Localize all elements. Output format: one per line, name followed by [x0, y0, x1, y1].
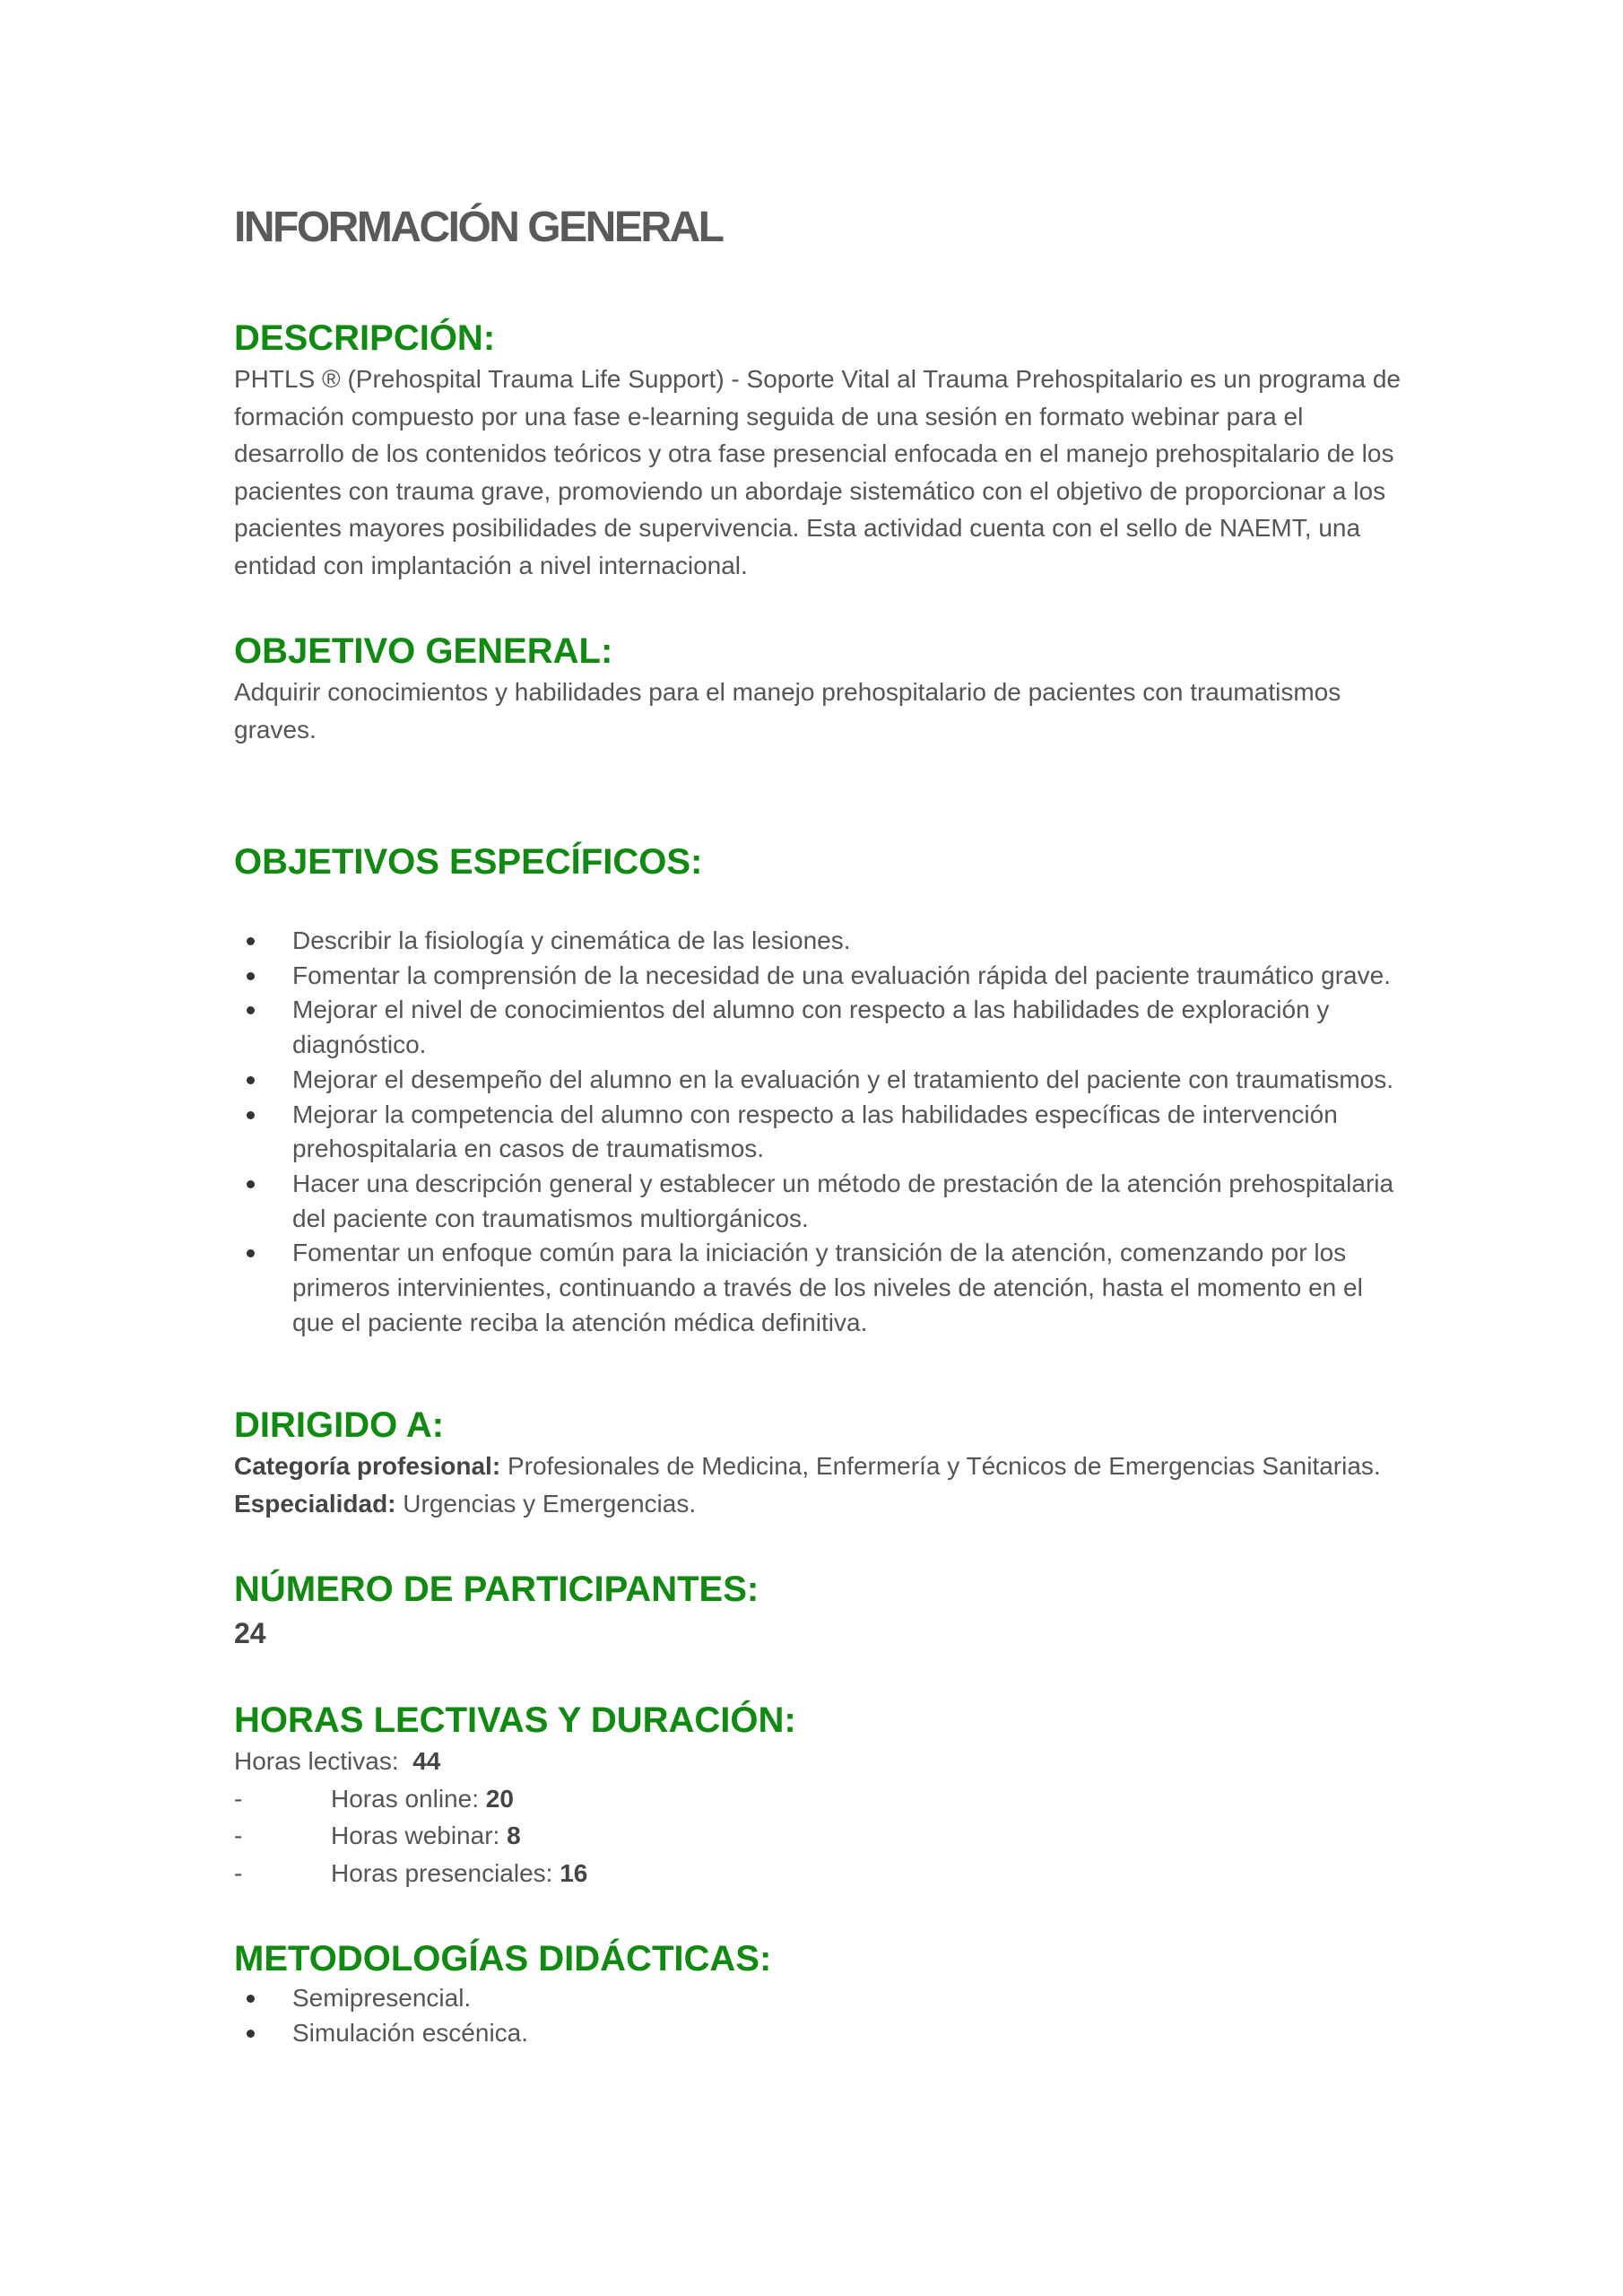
categoria-line [234, 1448, 1409, 1485]
categoria-label: Categoría profesional: [234, 1452, 501, 1481]
horas-webinar-line [234, 1817, 1409, 1855]
list-item [234, 1063, 1409, 1098]
horas-webinar-label: Horas webinar: [331, 1822, 508, 1850]
horas-lectivas-line [234, 1743, 1409, 1780]
document-content [234, 196, 1409, 2051]
participantes-value: 24 [234, 1617, 266, 1650]
bullet-icon [247, 937, 255, 945]
list-item-text: Hacer una descripción general y establecer un método de prestación de la atención prehospitalaria del paciente con traumatismos multiorgánicos. [292, 1169, 1394, 1232]
bullet-icon [247, 2030, 255, 2038]
especialidad-value: Urgencias y Emergencias. [395, 1489, 697, 1518]
section-participantes [234, 1567, 1409, 1655]
dash-marker: - [234, 1858, 243, 1887]
list-item-text: Describir la fisiología y cinemática de las lesiones. [292, 926, 851, 954]
especialidad-label: Especialidad: [234, 1489, 396, 1518]
dirigido-heading: DIRIGIDO A: [234, 1405, 445, 1446]
list-item [234, 2016, 1409, 2051]
list-item [234, 993, 1409, 1062]
objetivos-especificos-heading: OBJETIVOS ESPECÍFICOS: [234, 842, 703, 882]
horas-online-label: Horas online: [331, 1784, 486, 1813]
horas-presenciales-value: 16 [560, 1858, 588, 1887]
bullet-icon [247, 1111, 255, 1119]
horas-heading: HORAS LECTIVAS Y DURACIÓN: [234, 1700, 796, 1741]
objetivo-general-text: Adquirir conocimientos y habilidades para el manejo prehospitalario de pacientes con traumatismos graves. [234, 678, 1341, 744]
dash-marker: - [234, 1784, 243, 1813]
objetivo-general-heading: OBJETIVO GENERAL: [234, 631, 613, 671]
section-horas [234, 1698, 1409, 1892]
horas-webinar-value: 8 [507, 1822, 521, 1850]
list-item [234, 924, 1409, 959]
list-item-text: Semipresencial. [292, 1984, 472, 2013]
list-item-text: Mejorar el desempeño del alumno en la evaluación y el tratamiento del paciente con traumatismos. [292, 1065, 1394, 1093]
objetivos-especificos-list [234, 924, 1409, 1340]
horas-presenciales-line [234, 1855, 1409, 1892]
list-item [234, 1167, 1409, 1236]
descripcion-heading: DESCRIPCIÓN: [234, 318, 496, 358]
section-dirigido [234, 1403, 1409, 1522]
participantes-heading: NÚMERO DE PARTICIPANTES: [234, 1570, 759, 1610]
horas-online-value: 20 [485, 1784, 514, 1813]
bullet-icon [247, 972, 255, 980]
bullet-icon [247, 1995, 255, 2003]
section-objetivos-especificos [234, 839, 1409, 1340]
bullet-icon [247, 1076, 255, 1084]
list-item [234, 1236, 1409, 1340]
horas-presenciales-label: Horas presenciales: [331, 1858, 560, 1887]
list-item [234, 1098, 1409, 1167]
categoria-value: Profesionales de Medicina, Enfermería y Técnicos de Emergencias Sanitarias. [500, 1452, 1381, 1481]
list-item-text: Mejorar la competencia del alumno con respecto a las habilidades específicas de intervención prehospitalaria en casos de traumatismos. [292, 1100, 1338, 1163]
descripcion-text: PHTLS ® (Prehospital Trauma Life Support) - Soporte Vital al Trauma Prehospitalario es un programa de formación compuesto por una fase e-learning seguida de una sesión en formato webinar para el desarrollo de los contenidos teóricos y otra fase presencial enfocada en el manejo prehospitalario de los pacientes con trauma grave, promoviendo un abordaje sistemático con el objetivo de proporcionar a los pacientes mayores posibilidades de supervivencia. Esta actividad cuenta con el sello de NAEMT, una entidad con implantación a nivel internacional. [234, 365, 1401, 579]
metodologias-list [234, 1981, 1409, 2050]
horas-online-line [234, 1780, 1409, 1818]
dash-marker: - [234, 1822, 243, 1850]
section-metodologias [234, 1936, 1409, 2050]
horas-lectivas-label: Horas lectivas: [234, 1747, 399, 1776]
list-item [234, 1981, 1409, 2016]
list-item [234, 959, 1409, 994]
list-item-text: Fomentar la comprensión de la necesidad de una evaluación rápida del paciente traumático grave. [292, 961, 1391, 989]
bullet-icon [247, 1180, 255, 1188]
page-title: INFORMACIÓN GENERAL [234, 204, 723, 251]
list-item-text: Fomentar un enfoque común para la iniciación y transición de la atención, comenzando por los primeros intervinientes, continuando a través de los niveles de atención, hasta el momento en el que el paciente reciba la atención médica definitiva. [292, 1239, 1363, 1336]
bullet-icon [247, 1006, 255, 1014]
list-item-text: Simulación escénica. [292, 2019, 529, 2048]
metodologias-heading: METODOLOGÍAS DIDÁCTICAS: [234, 1939, 772, 1979]
especialidad-line [234, 1485, 1409, 1523]
section-descripcion [234, 316, 1409, 584]
horas-lectivas-value: 44 [412, 1747, 441, 1776]
list-item-text: Mejorar el nivel de conocimientos del alumno con respecto a las habilidades de exploración y diagnóstico. [292, 996, 1330, 1059]
bullet-icon [247, 1249, 255, 1257]
section-objetivo-general [234, 629, 1409, 748]
